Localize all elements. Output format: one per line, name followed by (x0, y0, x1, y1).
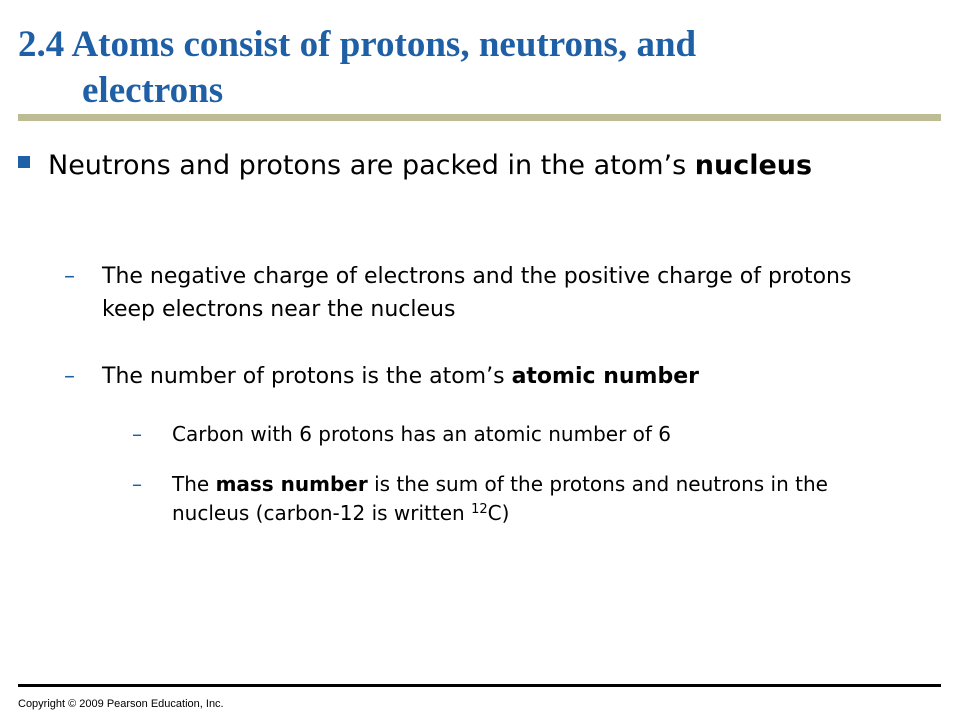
bullet-text: Neutrons and protons are packed in the atom’s (48, 150, 687, 181)
sub-sub-bullet-bold-term: mass number (215, 472, 368, 496)
bullet-bold-term: nucleus (694, 150, 813, 181)
sub-bullet-atomic-number (64, 360, 882, 393)
sub-sub-bullet-mass-number (132, 470, 892, 528)
sub-bullet-charge (64, 260, 882, 326)
dash-bullet-icon: – (132, 422, 142, 446)
sub-bullet-text: The negative charge of electrons and the positive charge of protons keep electrons near the nucleus (102, 264, 852, 322)
sub-sub-bullet-text-pre: The (172, 472, 210, 496)
footer-divider (18, 684, 941, 687)
isotope-superscript: 12 (471, 502, 488, 517)
sub-sub-bullet-carbon (132, 420, 892, 449)
bullet-neutrons-protons (48, 146, 908, 185)
sub-bullet-text: The number of protons is the atom’s (102, 364, 505, 389)
slide-title (18, 22, 938, 114)
sub-sub-bullet-text-post: is the sum of the protons and neutrons in the nucleus (carbon-12 is written (172, 472, 828, 525)
copyright-footer: Copyright © 2009 Pearson Education, Inc. (18, 698, 224, 710)
slide-title-line1: 2.4 Atoms consist of protons, neutrons, and (18, 24, 697, 65)
dash-bullet-icon: – (64, 264, 75, 289)
sub-bullet-bold-term: atomic number (511, 364, 699, 389)
square-bullet-icon (18, 156, 30, 168)
dash-bullet-icon: – (132, 472, 142, 496)
sub-sub-bullet-text: Carbon with 6 protons has an atomic number of 6 (172, 422, 672, 446)
title-divider (18, 114, 941, 121)
dash-bullet-icon: – (64, 364, 75, 389)
slide-title-line2: electrons (82, 70, 224, 111)
sub-sub-bullet-text-end: C) (487, 501, 510, 525)
